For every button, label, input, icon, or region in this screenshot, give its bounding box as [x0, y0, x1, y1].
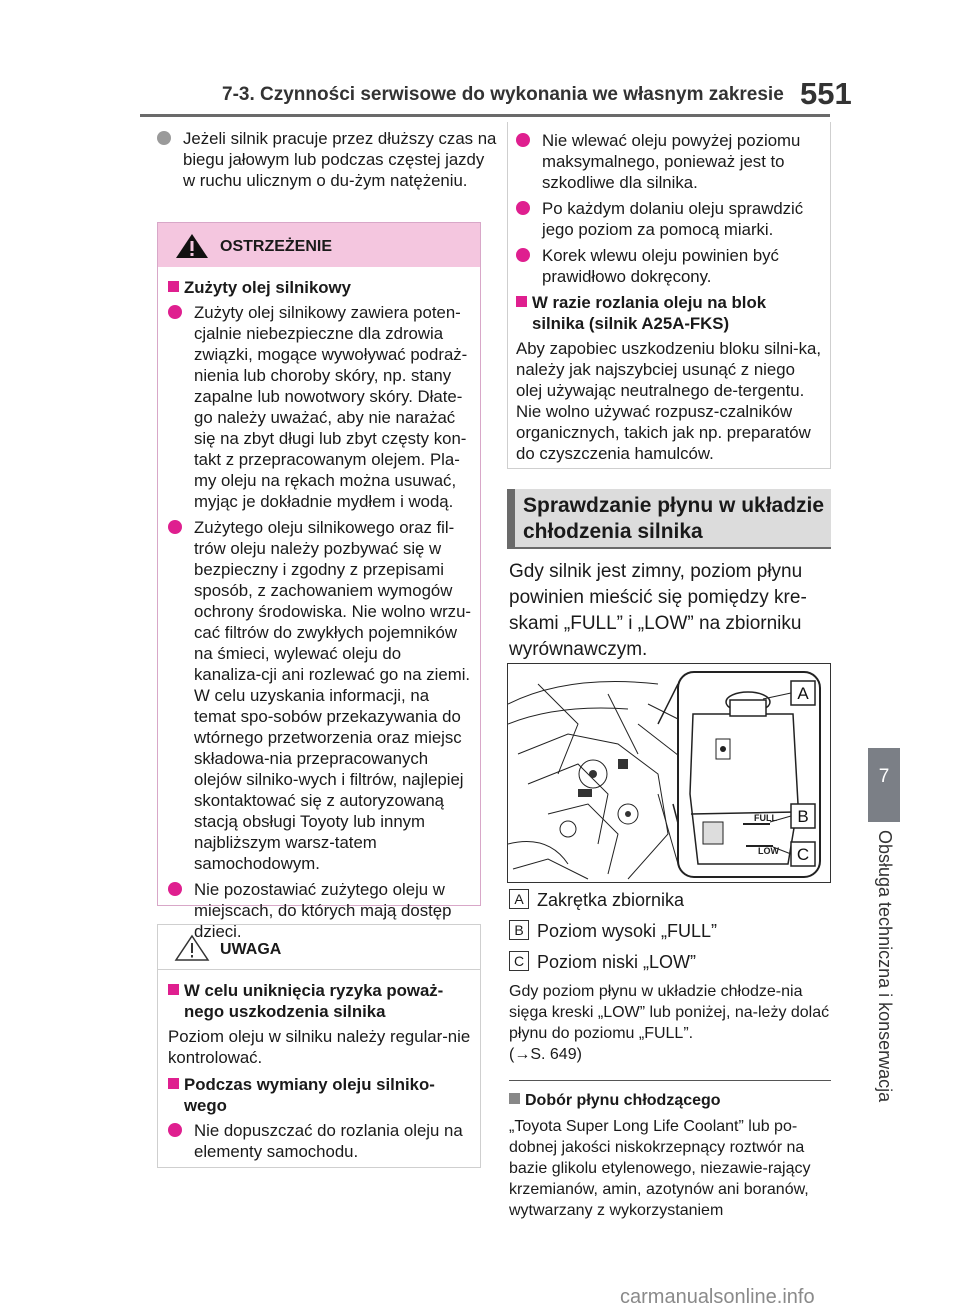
low-mark: LOW [758, 846, 779, 856]
intro-bullet-text: Jeżeli silnik pracuje przez dłuższy czas na biegu jałowym lub podczas częstej jazdy w ruchu ulicznym o du-żym natężeniu. [183, 129, 497, 190]
oil-spill-subhead [516, 292, 822, 334]
coolant-reservoir-figure [507, 663, 831, 883]
caution-subhead-2-text: Podczas wymiany oleju silniko-wego [184, 1075, 435, 1115]
warning-bullet-text: Zużyty olej silnikowy zawiera poten-cjalnie niebezpieczne dla zdrowia związki, mogące wywoływać podraż-nienia lub choroby skóry, np. stany zapalne lub nowotwory skóry. Dłate-go należy uważać, aby nie narażać się na zbyt długi lub zbyt częsty kon-takt z przepracowanym olejem. Pla-my oleju na rękach można usuwać, myjąc je dokładnie mydłem i wodą. [194, 303, 468, 511]
intro-bullet [157, 128, 501, 191]
coolant-selection [509, 1090, 831, 1221]
caution-subhead-1 [168, 980, 472, 1022]
oil-note-bullet [516, 245, 822, 287]
oil-note-bullet [516, 198, 822, 240]
bullet-dot [168, 1123, 182, 1137]
square-bullet [516, 296, 527, 307]
divider [509, 1080, 831, 1081]
oil-note-bullet-text: Po każdym dolaniu oleju sprawdzić jego poziom za pomocą miarki. [542, 199, 804, 239]
section-heading-line-2: chłodzenia silnika [523, 520, 703, 543]
caution-bullet-text: Nie dopuszczać do rozlania oleju na elementy samochodu. [194, 1121, 463, 1161]
caution-text-1: Poziom oleju w silniku należy regular-nie kontrolować. [168, 1027, 471, 1067]
square-bullet [168, 984, 179, 995]
section-heading-bar [507, 489, 515, 547]
warning-box [157, 222, 481, 941]
coolant-text: „Toyota Super Long Life Coolant” lub po-dobnej jakości niskokrzepnący roztwór na bazie glikolu etylenowego, niezawie-rający krzemianów, amin, azotynów ani boranów, wytwarzany z wykorzystaniem [509, 1118, 811, 1219]
refill-note [509, 981, 831, 1065]
bullet-dot [157, 131, 171, 145]
caution-bullet [168, 1120, 472, 1162]
oil-note-bullet-text: Korek wlewu oleju powinien być prawidłowo dokręcony. [542, 246, 779, 286]
caution-triangle-icon [174, 934, 210, 962]
legend-item-a [509, 888, 684, 912]
section-heading-line-1: Sprawdzanie płynu w układzie [523, 494, 825, 517]
page-number: 551 [800, 76, 852, 111]
oil-spill-text: Aby zapobiec uszkodzeniu bloku silni-ka, należy jak najszybciej usunąć z niego olej używając neutralnego de-tergentu. Nie wolno używać rozpusz-czalników organicznych, takich jak np. preparatów do czyszczenia hamulców. [516, 339, 822, 463]
callout-c: C [796, 845, 810, 864]
caution-title: UWAGA [220, 941, 282, 958]
warning-triangle-icon [174, 232, 210, 260]
legend-item-c [509, 950, 696, 974]
bullet-dot [516, 133, 530, 147]
running-header: 7-3. Czynności serwisowe do wykonania we własnym zakresie [222, 84, 784, 105]
full-mark: FULL [754, 813, 777, 823]
coolant-subhead-text: Dobór płynu chłodzącego [525, 1092, 721, 1109]
legend-item-b [509, 919, 717, 943]
oil-note-bullet [516, 130, 822, 193]
legend-text: Poziom niski „LOW” [537, 952, 697, 972]
chapter-label [868, 830, 900, 1130]
warning-bullet [168, 517, 472, 874]
warning-bullet-text: Zużytego oleju silnikowego oraz fil-trów oleju należy pozbywać się w bezpieczny i zgodny z przepisami sposób, z zachowaniem wymogów ochrony środowiska. Nie wolno wrzu-cać filtrów do zwykłych pojemników na śmieci, wylewać oleju do kanaliza-cji ani rozlewać go na ziemi. W celu uzyskania informacji, na temat spo-sobów przekazywania do wtórnego przetworzenia oraz miejsc składowa-nia przepracowanych olejów silniko-wych i filtrów, najlepiej skontaktować się z autoryzowaną stacją obsługi Toyoty lub innym najbliższym warsz-tatem samochodowym. [194, 518, 471, 873]
legend-key: A [509, 889, 529, 909]
caution-box [157, 924, 481, 1168]
square-bullet [168, 281, 179, 292]
caution-subhead-1-text: W celu uniknięcia ryzyka poważ-nego uszkodzenia silnika [184, 981, 444, 1021]
chapter-tab[interactable]: 7 [868, 748, 900, 822]
warning-subhead [168, 277, 472, 298]
bullet-dot [516, 248, 530, 262]
legend-text: Poziom wysoki „FULL” [537, 921, 718, 941]
bullet-dot [168, 882, 182, 896]
legend-key: C [509, 951, 529, 971]
callout-b: B [797, 807, 809, 826]
caution-subhead-2 [168, 1074, 472, 1116]
bullet-dot [168, 520, 182, 534]
square-bullet [509, 1093, 520, 1104]
warning-header [158, 223, 480, 267]
warning-title: OSTRZEŻENIE [220, 238, 333, 255]
warning-bullet-text: Nie pozostawiać zużytego oleju w miejscach, do których mają dostęp dzieci. [194, 880, 452, 941]
section-heading-text [523, 493, 824, 545]
oil-note-box [507, 122, 831, 469]
header-divider [140, 114, 830, 117]
callout-a: A [797, 684, 809, 703]
chapter-label-text: Obsługa techniczna i konserwacja [875, 830, 895, 1103]
refill-note-text: Gdy poziom płynu w układzie chłodze-nia sięga kreski „LOW” lub poniżej, na-leży dolać płynu do poziomu „FULL”. [509, 983, 830, 1042]
bullet-dot [168, 305, 182, 319]
section-heading [507, 489, 831, 549]
square-bullet [168, 1078, 179, 1089]
oil-spill-subhead-text: W razie rozlania oleju na blok silnika (silnik A25A-FKS) [532, 293, 767, 333]
legend-text: Zakrętka zbiornika [537, 890, 685, 910]
caution-header [158, 925, 480, 970]
engine-bay-illustration [508, 664, 830, 882]
coolant-subhead [509, 1090, 831, 1111]
page-reference-link[interactable]: (→S. 649) [509, 1046, 582, 1063]
bullet-dot [516, 201, 530, 215]
coolant-intro: Gdy silnik jest zimny, poziom płynu powinien mieścić się pomiędzy kre-skami „FULL” i „LOW” na zbiorniku wyrównawczym. [509, 561, 807, 660]
legend-key: B [509, 920, 529, 940]
watermark: carmanualsonline.info [620, 1286, 815, 1308]
warning-subhead-text: Zużyty olej silnikowy [184, 278, 351, 297]
warning-bullet [168, 302, 472, 512]
oil-note-bullet-text: Nie wlewać oleju powyżej poziomu maksymalnego, ponieważ jest to szkodliwe dla silnika. [542, 131, 801, 192]
